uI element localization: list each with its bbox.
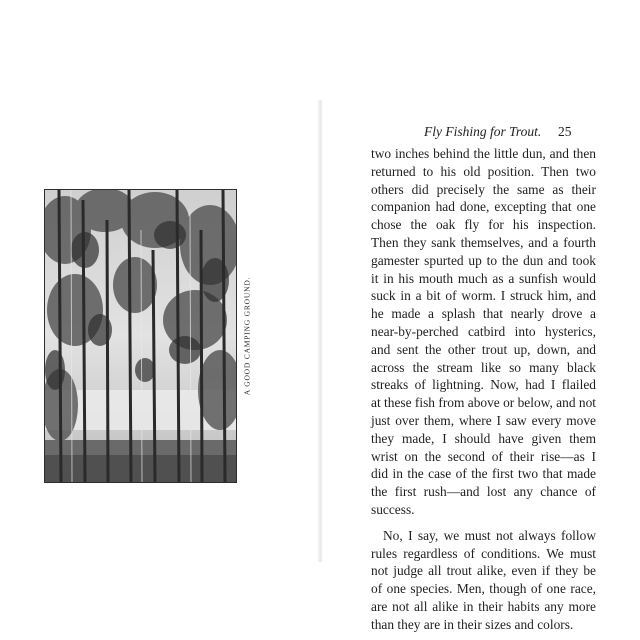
text-line: near-by-perched catbird into hysterics, bbox=[371, 323, 596, 339]
text-line: they made, I should have given them bbox=[371, 430, 596, 446]
text-line: No, I say, we must not always follow bbox=[383, 527, 596, 543]
text-line: wrist on the second of their rise—as I bbox=[371, 448, 596, 464]
text-line: success. bbox=[371, 501, 415, 517]
text-line: returned to his old position. Then two bbox=[371, 163, 596, 179]
text-line: others did precisely the same as their bbox=[371, 181, 596, 197]
text-line: gamester spurted up to the dun and took bbox=[371, 252, 596, 268]
text-line: did in the case of the first two that made bbox=[371, 466, 596, 482]
photo-caption-text: A GOOD CAMPING GROUND. bbox=[242, 276, 252, 396]
text-line: he made a splash that nearly drove a bbox=[371, 306, 596, 322]
text-line: suck in a bit of worm. I struck him, and bbox=[371, 288, 596, 304]
text-line: at these fish from above or below, and not bbox=[371, 395, 596, 411]
text-line: two inches behind the little dun, and then bbox=[371, 146, 596, 161]
text-line: across the stream like so many black bbox=[371, 359, 596, 375]
text-line: and sent the other trout up, down, and bbox=[371, 341, 596, 357]
text-line: Then they sank themselves, and a fourth bbox=[371, 234, 596, 250]
paragraph-spacer bbox=[371, 519, 596, 527]
text-line: rules regardless of conditions. We must bbox=[371, 545, 596, 561]
text-line: than they are in their sizes and colors. bbox=[371, 616, 574, 632]
running-head: Fly Fishing for Trout. bbox=[424, 124, 542, 139]
text-line: not judge all trout alike, even if they be bbox=[371, 563, 596, 579]
camping-photograph bbox=[44, 189, 237, 483]
paragraph-1 bbox=[371, 145, 596, 519]
forest-illustration bbox=[45, 190, 236, 482]
text-line: chose the oak fly for his inspection. bbox=[371, 217, 596, 233]
book-gutter bbox=[317, 100, 323, 562]
text-line: it in his mouth much as a sunfish would bbox=[371, 270, 596, 286]
page-body-text bbox=[371, 145, 596, 634]
text-line: the first rush—and lost any chance of bbox=[371, 484, 596, 500]
text-line: are not all alike in their habits any more bbox=[371, 598, 596, 614]
text-line: companion had done, excepting that one bbox=[371, 199, 596, 215]
text-line: of one species. Men, though of one race, bbox=[371, 581, 596, 597]
text-line: just over them, where I saw every move bbox=[371, 412, 596, 428]
paragraph-2 bbox=[371, 527, 596, 634]
text-line: streaks of lightning. Now, had I flailed bbox=[371, 377, 596, 393]
page-number: 25 bbox=[558, 124, 572, 139]
